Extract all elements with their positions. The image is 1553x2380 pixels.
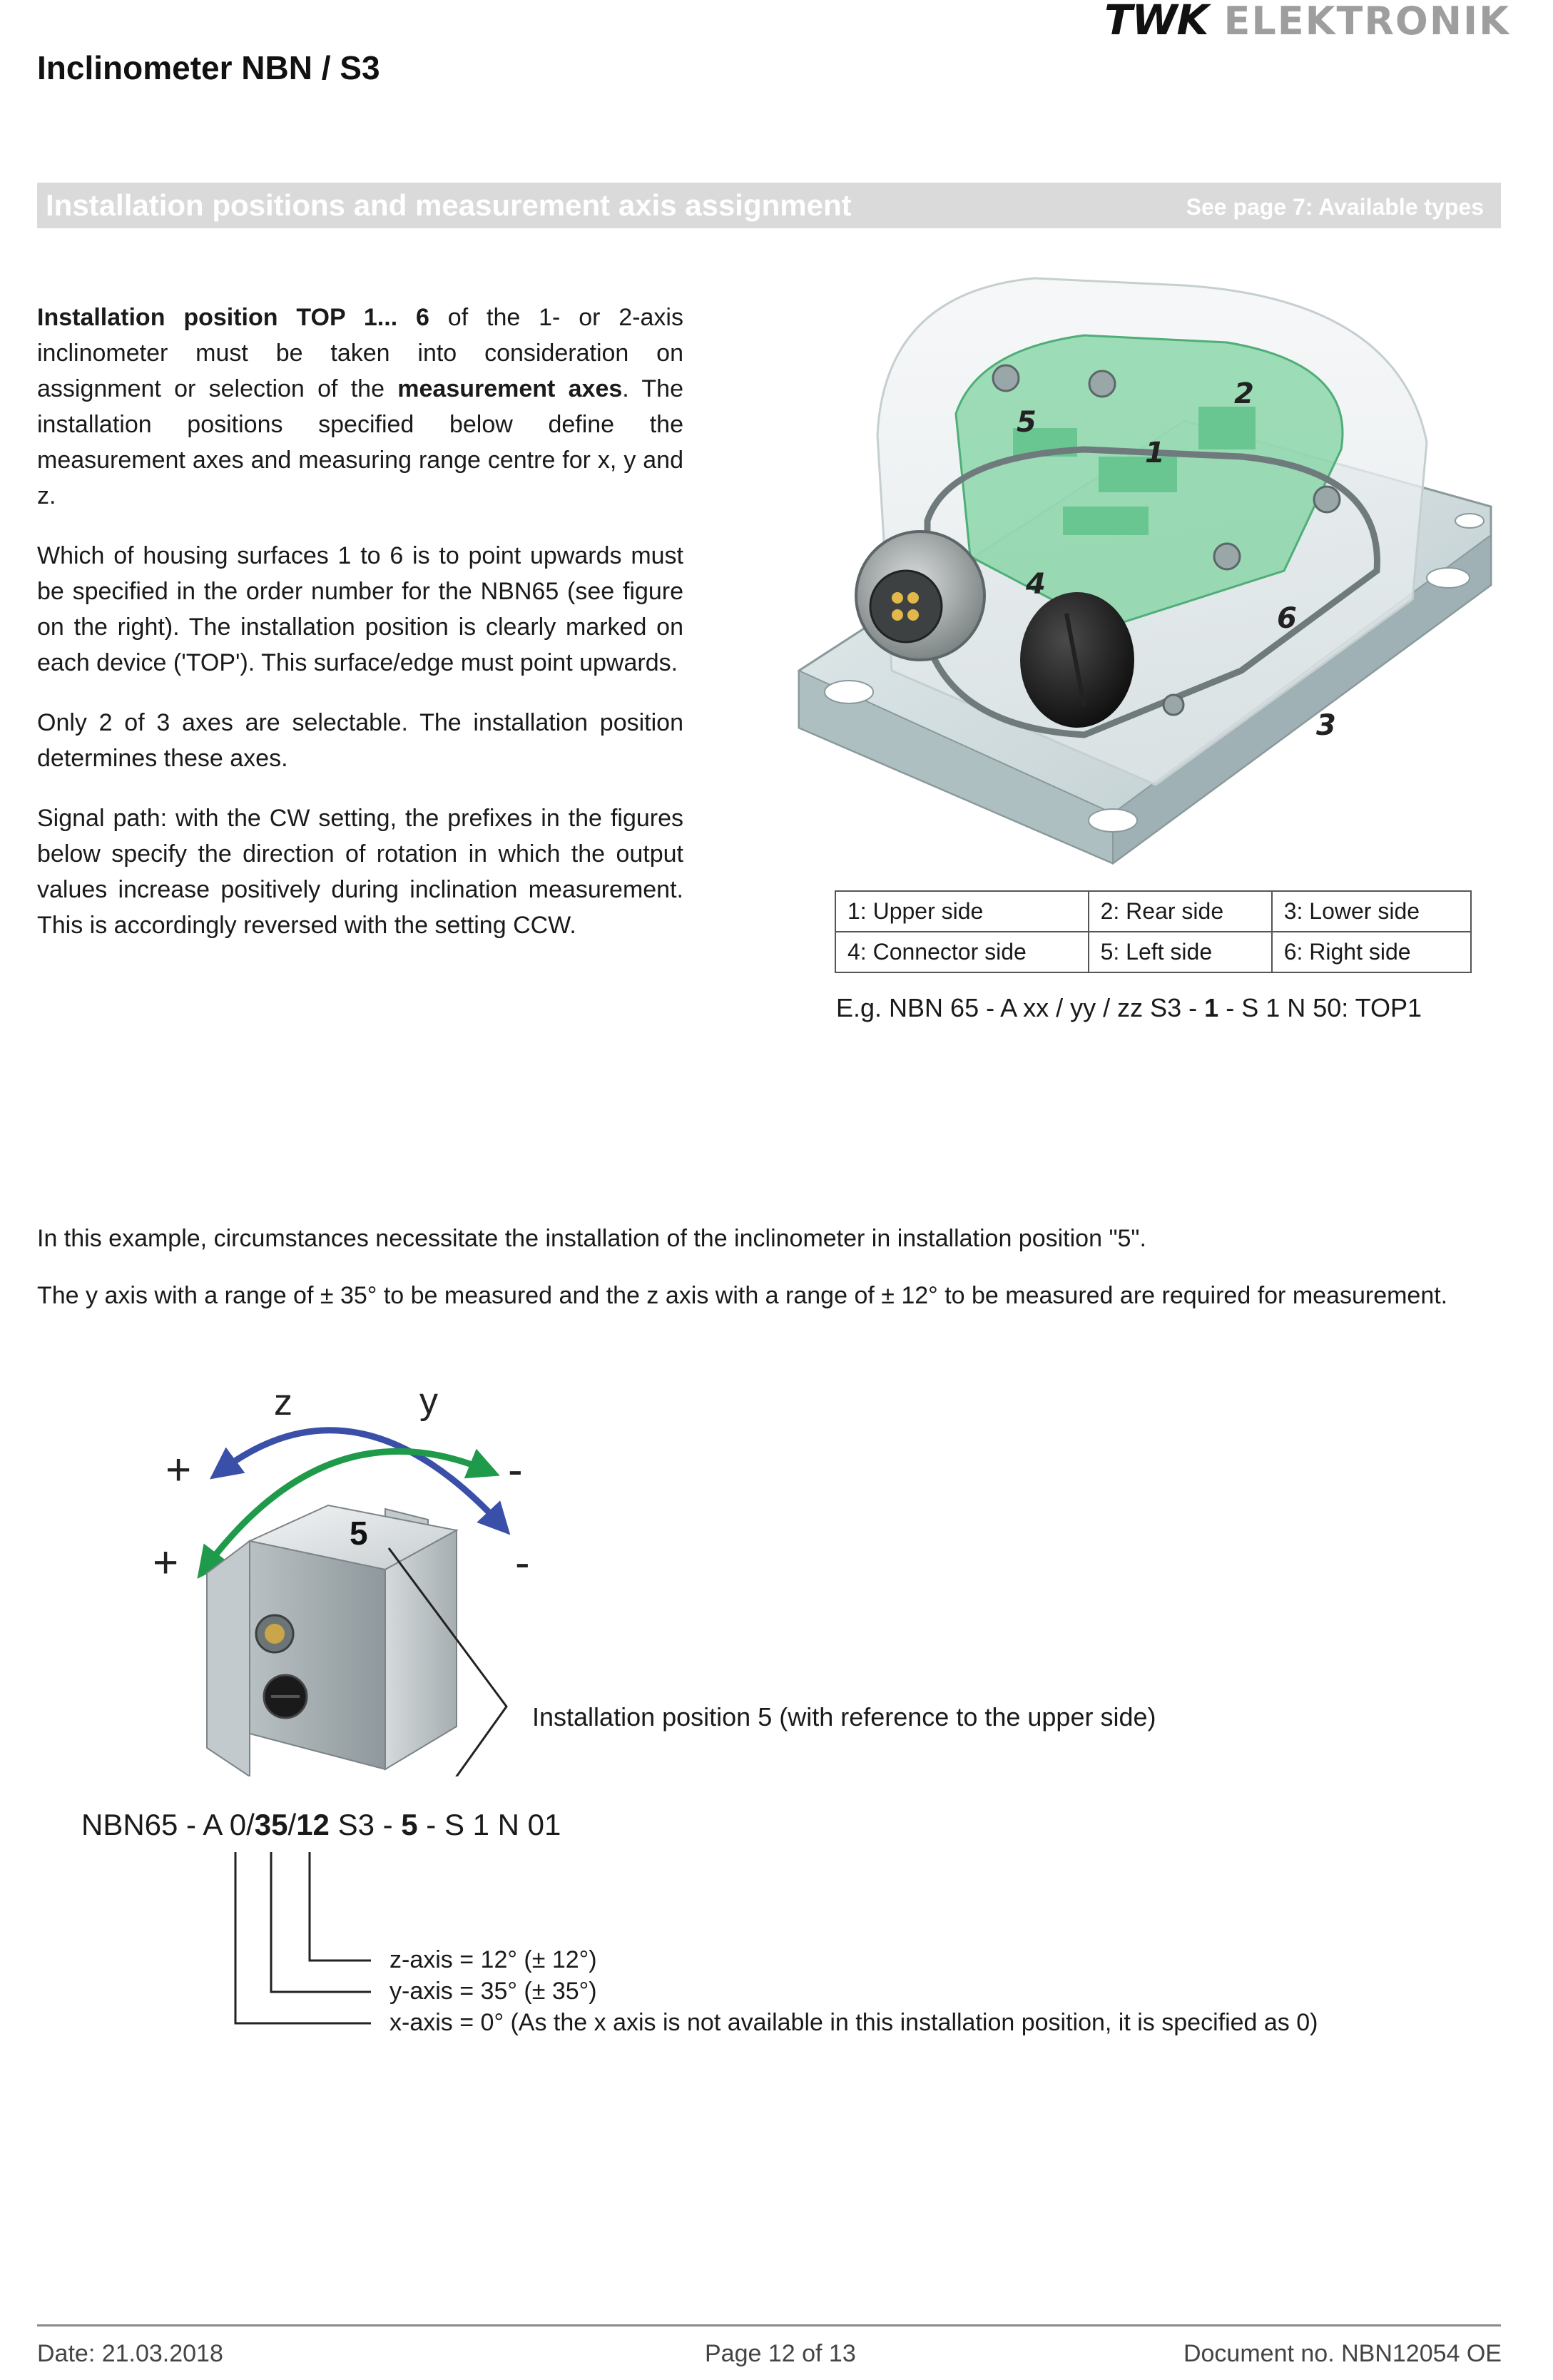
intro-paragraph-4: Signal path: with the CW setting, the prefixes in the figures below specify the direction of rotation in which the output values increase positively during inclination measurement. This is accordingly reversed with the setting CCW.: [37, 805, 683, 939]
leader-x: [235, 1852, 371, 2023]
slot-front-left: [825, 681, 873, 703]
installation-position-label: Installation position 5 (with reference to the upper side): [532, 1702, 1156, 1731]
example-paragraph-2: The y axis with a range of ± 35° to be measured and the z axis with a range of ± 12° to be measured are required for measurement.: [37, 1282, 1448, 1309]
side-label-4: 4: [1026, 568, 1046, 601]
order-example-suffix: - S 1 N 50: TOP1: [1218, 993, 1422, 1022]
table-cell: 6: Right side: [1272, 932, 1471, 972]
brand-logo: [1104, 0, 1510, 44]
document-title: Inclinometer NBN / S3: [37, 49, 380, 86]
footer-date: Date: 21.03.2018: [37, 2340, 223, 2367]
order-code-part-1: NBN65 - A 0/: [81, 1808, 255, 1841]
inclinometer-device-figure: [785, 271, 1505, 870]
example-paragraph-1: In this example, circumstances necessitate the installation of the inclinometer in installation position "5".: [37, 1225, 1146, 1252]
screw-4: [1214, 544, 1240, 569]
footer-page-number: Page 12 of 13: [705, 2340, 856, 2367]
screw-3: [1314, 487, 1340, 512]
slot-front-right: [1089, 809, 1137, 832]
axis-note-z: z-axis = 12° (± 12°): [389, 1946, 597, 1973]
example-connector-inner: [265, 1624, 285, 1644]
connector-inner: [870, 571, 942, 642]
intro-paragraph-1: [37, 300, 683, 514]
connector-pin-3: [892, 609, 903, 621]
intro-text: [37, 300, 683, 967]
order-example-line: [836, 993, 1422, 1023]
slot-back-left: [1455, 514, 1484, 528]
order-code-part-3: S3 -: [329, 1808, 402, 1841]
order-example-prefix: E.g. NBN 65 - A xx / yy / zz S3 -: [836, 993, 1205, 1022]
side-label-2: 2: [1234, 377, 1254, 410]
leader-y: [271, 1852, 371, 1992]
connector-pin-1: [892, 592, 903, 604]
screw-1: [993, 365, 1019, 391]
circuit-component-d: [1063, 507, 1149, 535]
table-cell: 4: Connector side: [835, 932, 1089, 972]
intro-text-a: of the 1- or 2-axis inclinometer must be taken into consideration on assignment or selection of the: [37, 304, 683, 402]
circuit-component-c: [1198, 407, 1256, 449]
circuit-component-b: [1099, 457, 1177, 492]
brand-twk: TWK: [1104, 0, 1208, 44]
section-page-reference: See page 7: Available types: [1186, 194, 1484, 220]
intro-paragraph-3: Only 2 of 3 axes are selectable. The installation position determines these axes.: [37, 709, 683, 772]
axis-leader-lines: [214, 1848, 399, 2033]
order-code-z-range: 12: [296, 1808, 330, 1841]
screw-5: [1164, 695, 1183, 715]
order-code-part-4: - S 1 N 01: [417, 1808, 561, 1841]
cube-front: [250, 1541, 385, 1769]
axis-label-z: z: [274, 1382, 292, 1423]
z-axis-arrow: [223, 1430, 499, 1523]
axis-note-x: x-axis = 0° (As the x axis is not available in this installation position, it is specified as 0): [389, 2009, 1318, 2036]
order-code-part-2: /: [287, 1808, 297, 1841]
table-cell: 1: Upper side: [835, 891, 1089, 932]
leader-z: [310, 1852, 371, 1961]
sign-minus-z: -: [515, 1538, 530, 1587]
housing-sides-table: [835, 890, 1472, 973]
slot-back-right: [1427, 568, 1470, 588]
section-header-bar: [37, 183, 1501, 228]
side-label-5: 5: [1017, 406, 1037, 439]
sign-plus-y: +: [153, 1538, 179, 1587]
brand-elektronik: ELEKTRONIK: [1223, 0, 1510, 44]
order-code-y-range: 35: [254, 1808, 288, 1841]
table-row: [835, 932, 1471, 972]
face-label-5: 5: [350, 1515, 368, 1552]
side-label-6: 6: [1277, 602, 1297, 635]
section-title: Installation positions and measurement axis assignment: [46, 188, 852, 222]
order-example-bold: 1: [1204, 993, 1219, 1022]
order-code: [81, 1808, 561, 1842]
footer-divider: [37, 2324, 1501, 2326]
axis-label-y: y: [419, 1380, 438, 1422]
sign-minus-y: -: [508, 1445, 523, 1495]
table-cell: 2: Rear side: [1089, 891, 1272, 932]
intro-text-b: . The installation positions specified below define the measurement axes and measuring range centre for x, y and z.: [37, 375, 683, 509]
intro-bold-installation: Installation position TOP 1... 6: [37, 304, 429, 331]
connector-pin-4: [907, 609, 919, 621]
footer-document-number: Document no. NBN12054 OE: [1183, 2340, 1502, 2367]
intro-paragraph-2: Which of housing surfaces 1 to 6 is to point upwards must be specified in the order number for the NBN65 (see figure on the right). The installation position is clearly marked on each device ('TOP'). This surface/edge must point upwards.: [37, 542, 683, 676]
intro-bold-axes: measurement axes: [397, 375, 623, 402]
order-code-position: 5: [401, 1808, 418, 1841]
cube-side: [385, 1530, 457, 1769]
table-cell: 3: Lower side: [1272, 891, 1471, 932]
connector-pin-2: [907, 592, 919, 604]
screw-2: [1089, 371, 1115, 397]
side-label-1: 1: [1145, 437, 1165, 469]
table-cell: 5: Left side: [1089, 932, 1272, 972]
axis-note-y: y-axis = 35° (± 35°): [389, 1978, 597, 2005]
sign-plus-z: +: [166, 1445, 192, 1495]
mounting-flange: [207, 1541, 250, 1776]
side-label-3: 3: [1316, 709, 1336, 742]
table-row: [835, 891, 1471, 932]
